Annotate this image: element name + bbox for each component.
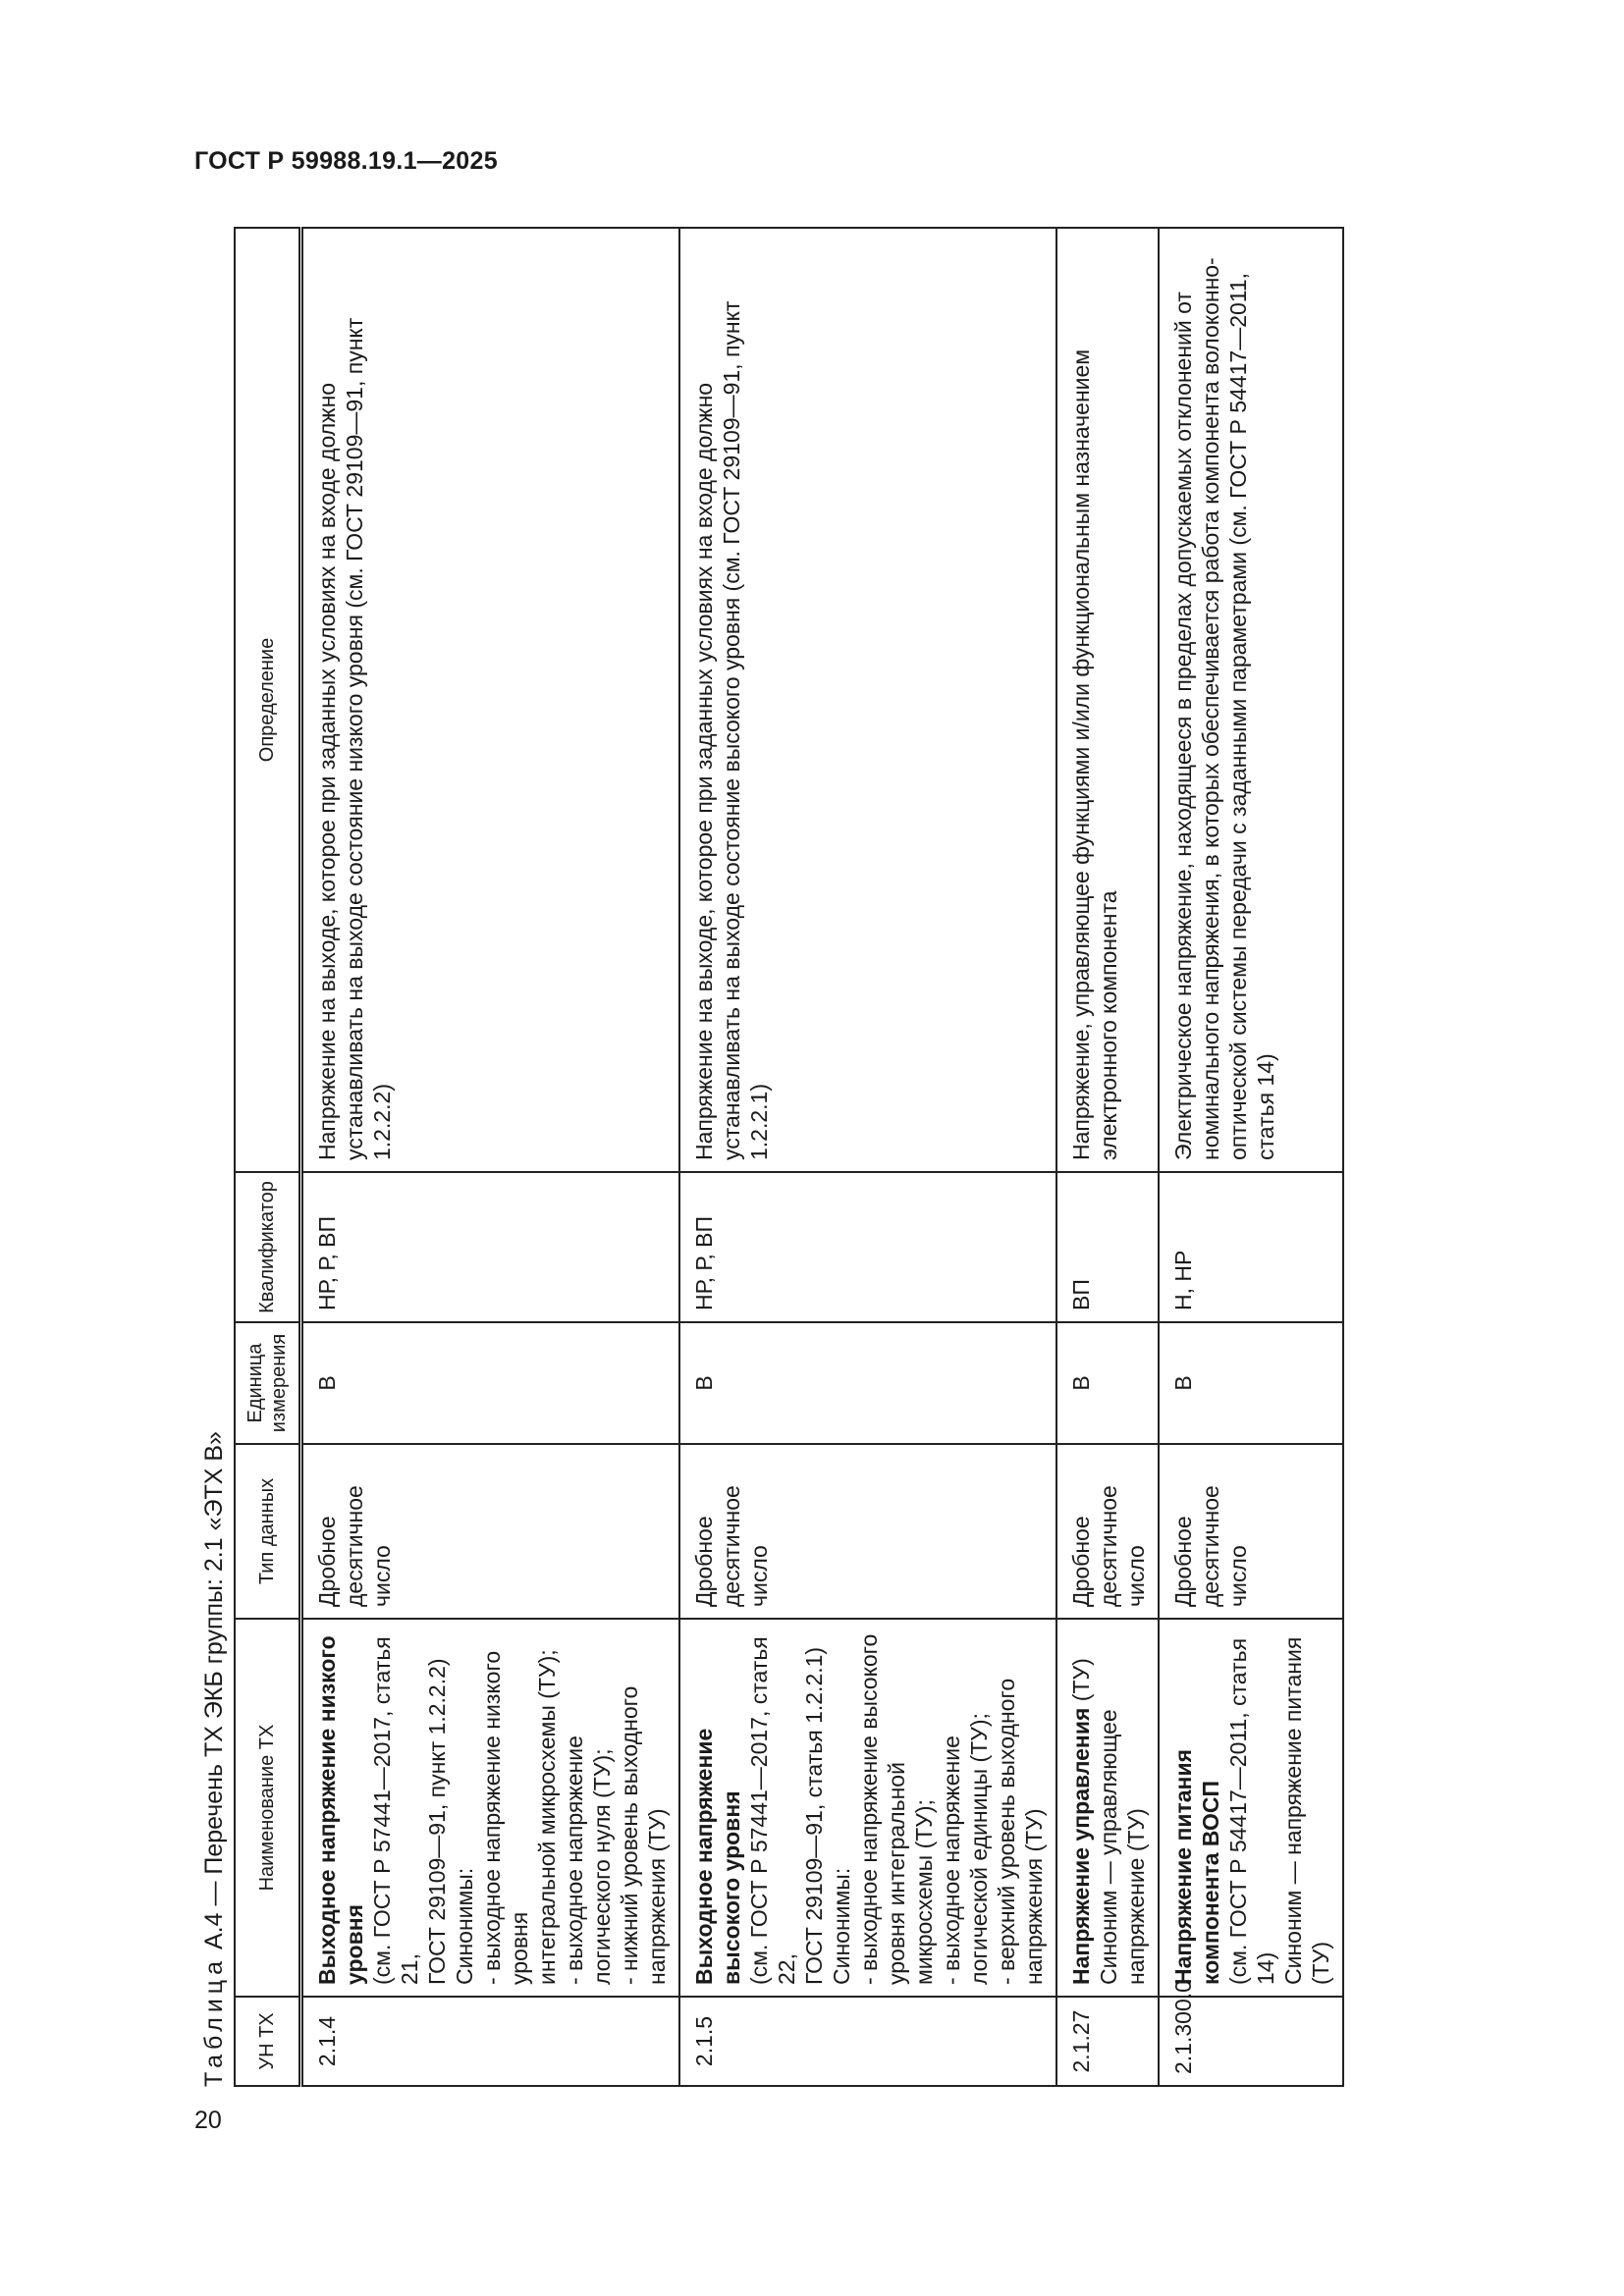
row-definition: Напряжение на выходе, которое при заданных условиях на входе должно устанавливать на выходе состояние низкого уровня (см. ГОСТ 29109—91, пункт 1.2.2.2) xyxy=(301,228,680,1172)
row-id: 2.1.5 xyxy=(679,1997,1056,2086)
col-header-name: Наименование ТХ xyxy=(235,1619,301,1997)
row-name-line: ГОСТ 29109—91, пункт 1.2.2.2) xyxy=(424,1658,450,1985)
row-name-suffix: (ТУ) xyxy=(1068,1658,1094,1708)
table-caption-word: Таблица xyxy=(200,1955,228,2087)
row-unit: В xyxy=(679,1322,1056,1444)
row-name-line: - нижний уровень выходного напряжения (ТУ) xyxy=(617,1685,670,1985)
table-row xyxy=(679,228,1056,2086)
col-header-unit: Единица измерения xyxy=(235,1322,301,1444)
row-unit: В xyxy=(301,1322,680,1444)
table-row xyxy=(1056,228,1159,2086)
row-data-type: Дробное десятичное число xyxy=(1159,1444,1343,1619)
row-name-line: - выходное напряжение низкого уровня xyxy=(479,1650,532,1985)
row-name-line: Синоним — управляющее напряжение (ТУ) xyxy=(1096,1709,1149,1985)
row-name-line: Синоним — напряжение питания (ТУ) xyxy=(1280,1636,1333,1985)
row-name-line: - выходное напряжение логической единицы (ТУ); xyxy=(939,1713,992,1985)
row-definition: Напряжение на выходе, которое при заданных условиях на входе должно устанавливать на выходе состояние высокого уровня (см. ГОСТ 29109—91, пункт 1.2.2.1) xyxy=(679,228,1056,1172)
document-code: ГОСТ Р 59988.19.1—2025 xyxy=(194,147,498,175)
row-name xyxy=(1056,1619,1159,1997)
row-data-type: Дробное десятичное число xyxy=(301,1444,680,1619)
col-header-qualifier: Квалификатор xyxy=(235,1172,301,1322)
table-header-row xyxy=(235,228,301,2086)
row-name-line: - выходное напряжение логического нуля (ТУ); xyxy=(562,1735,615,1985)
row-name-bold: Напряжение питания компонента ВОСП xyxy=(1170,1748,1223,1985)
table-caption xyxy=(194,1431,234,2087)
page-number: 20 xyxy=(194,2107,222,2134)
row-id: 2.1.300.0 xyxy=(1159,1997,1343,2086)
col-header-data-type: Тип данных xyxy=(235,1444,301,1619)
row-qualifier: ВП xyxy=(1056,1172,1159,1322)
col-header-id: УН ТХ xyxy=(235,1997,301,2086)
row-unit: В xyxy=(1159,1322,1343,1444)
row-name-line: (см. ГОСТ Р 57441—2017, статья 21, xyxy=(369,1636,422,1985)
row-name xyxy=(679,1619,1056,1997)
row-name-line: (см. ГОСТ Р 57441—2017, статья 22, xyxy=(746,1636,799,1985)
row-name-line: - выходное напряжение высокого уровня интегральной микросхемы (ТУ); xyxy=(856,1633,937,1985)
row-data-type: Дробное десятичное число xyxy=(1056,1444,1159,1619)
row-name-line: ГОСТ 29109—91, статья 1.2.2.1) xyxy=(801,1646,827,1985)
row-name xyxy=(301,1619,680,1997)
row-unit: В xyxy=(1056,1322,1159,1444)
row-name-line: Синонимы: xyxy=(829,1867,854,1985)
row-definition: Напряжение, управляющее функциями и/или функциональным назначением электронного компонента xyxy=(1056,228,1159,1172)
row-name-line: Синонимы: xyxy=(452,1867,477,1985)
row-qualifier: НР, Р, ВП xyxy=(301,1172,680,1322)
table-row xyxy=(301,228,680,2086)
table-caption-text: А.4 — Перечень ТХ ЭКБ группы: 2.1 «ЭТХ В» xyxy=(200,1431,228,1956)
row-data-type: Дробное десятичное число xyxy=(679,1444,1056,1619)
row-name-line: - верхний уровень выходного напряжения (ТУ) xyxy=(994,1678,1047,1985)
row-id: 2.1.27 xyxy=(1056,1997,1159,2086)
row-name-bold: Напряжение управления xyxy=(1068,1707,1094,1985)
row-name xyxy=(1159,1619,1343,1997)
row-name-line: (см. ГОСТ Р 54417—2011, статья 14) xyxy=(1225,1637,1278,1985)
row-definition: Электрическое напряжение, находящееся в пределах допускаемых отклонений от номинального напряжения, в которых обеспечивается работа компонента волоконно-оптической системы передачи с заданными параметрами (см. ГОСТ Р 54417—2011, статья 14) xyxy=(1159,228,1343,1172)
row-name-line: интегральной микросхемы (ТУ); xyxy=(534,1649,560,1985)
characteristics-table xyxy=(234,227,1344,2087)
table-row xyxy=(1159,228,1343,2086)
row-qualifier: Н, НР xyxy=(1159,1172,1343,1322)
rotated-table-block xyxy=(194,222,1333,2087)
col-header-definition: Определение xyxy=(235,228,301,1172)
row-name-bold: Выходное напряжение высокого уровня xyxy=(691,1728,744,1985)
row-name-bold: Выходное напряжение низкого уровня xyxy=(314,1635,367,1985)
row-qualifier: НР, Р, ВП xyxy=(679,1172,1056,1322)
row-id: 2.1.4 xyxy=(301,1997,680,2086)
